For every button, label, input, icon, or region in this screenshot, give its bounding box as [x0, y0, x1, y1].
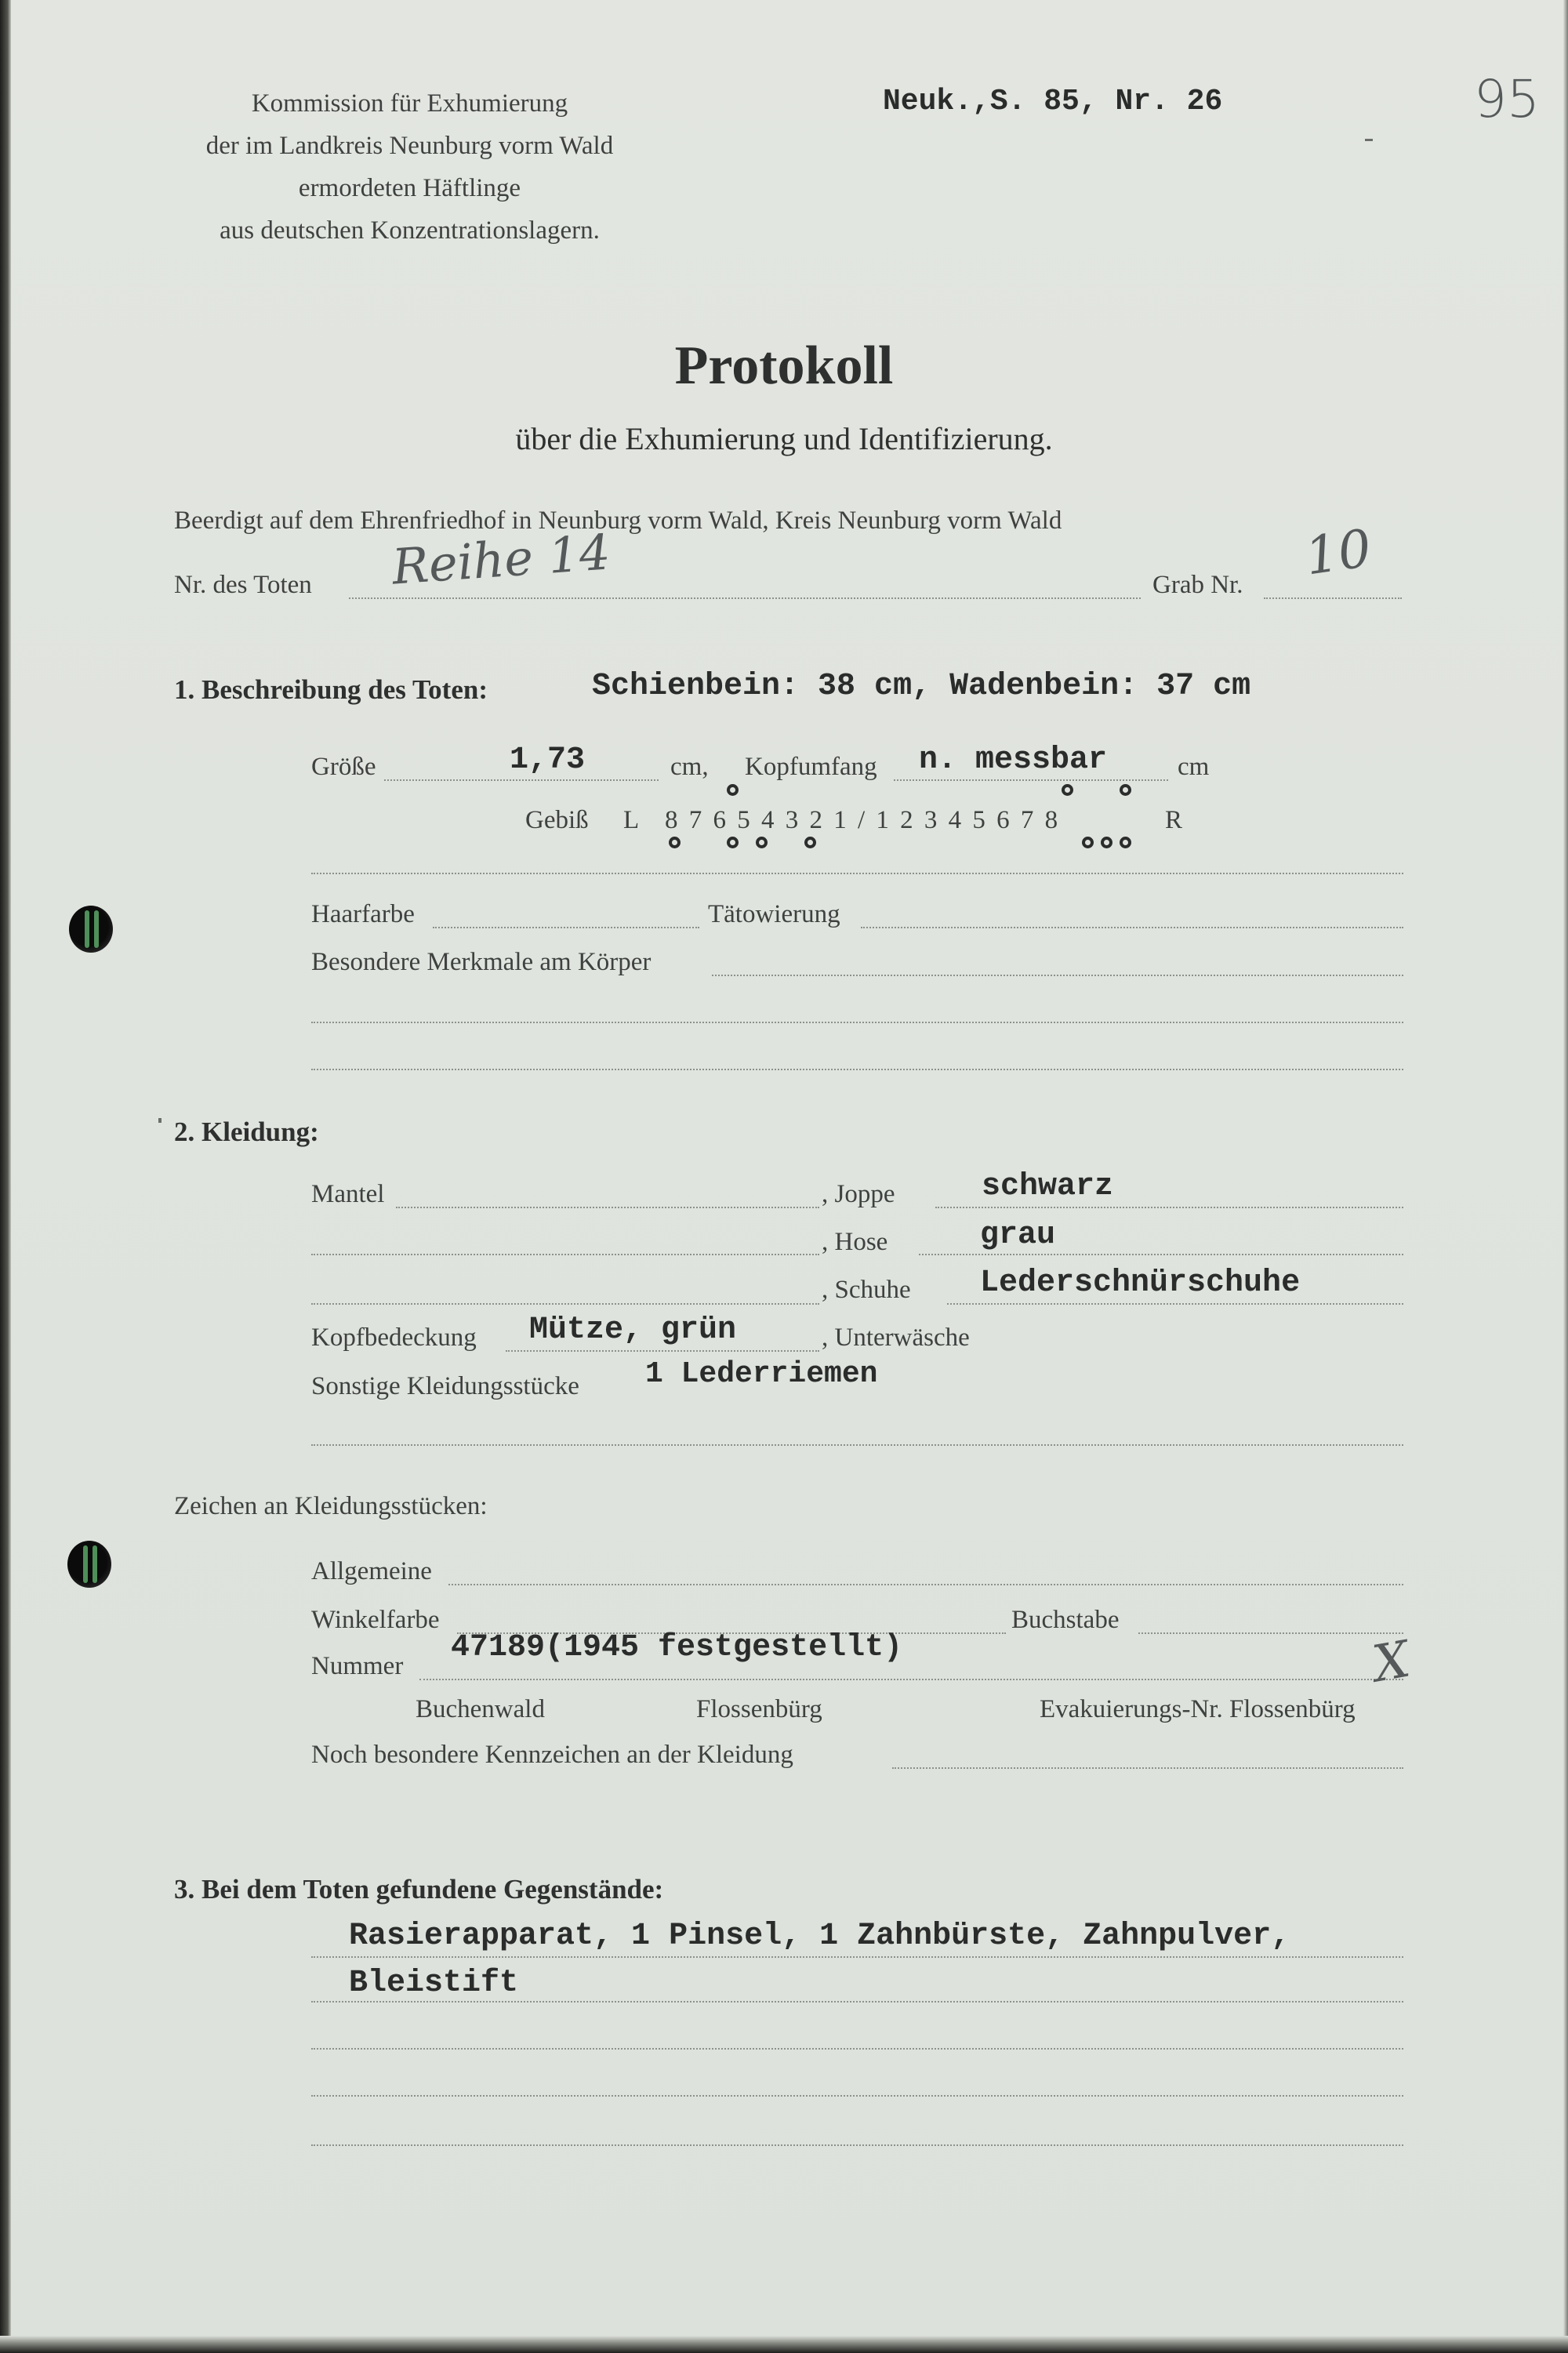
- height-value: 1,73: [510, 743, 586, 778]
- number-value: 47189(1945 festgestellt): [451, 1630, 903, 1665]
- tattoo-label: Tätowierung: [708, 900, 840, 928]
- underwear-label: , Unterwäsche: [822, 1324, 970, 1352]
- coat-label: Mantel: [311, 1180, 385, 1208]
- jacket-line: [935, 1207, 1403, 1208]
- burial-line: Beerdigt auf dem Ehrenfriedhof in Neunburg vorm Wald, Kreis Neunburg vorm Wald: [174, 507, 1062, 535]
- tooth-mark-lower: [756, 837, 768, 848]
- number-label: Nummer: [311, 1652, 404, 1680]
- trousers-label: , Hose: [822, 1228, 888, 1256]
- scan-edge-right: [1563, 0, 1568, 2353]
- teeth-line: [311, 873, 1403, 874]
- found-items-line-1: Rasierapparat, 1 Pinsel, 1 Zahnbürste, Zahnpulver,: [349, 1919, 1290, 1954]
- coat-line: [396, 1207, 819, 1208]
- teeth-label: Gebiß: [525, 806, 589, 834]
- shoes-label: , Schuhe: [822, 1276, 911, 1304]
- teeth-left-marker: L: [623, 806, 640, 834]
- punch-hole: [69, 906, 113, 953]
- scan-dash: [1365, 139, 1373, 141]
- shoes-value: Lederschnürschuhe: [980, 1265, 1301, 1301]
- hair-color-line: [433, 927, 699, 928]
- headwear-line: [506, 1350, 819, 1352]
- found-items-rule-4: [311, 2095, 1403, 2097]
- grave-number-line: [1264, 597, 1402, 599]
- found-items-rule-2: [311, 2001, 1403, 2003]
- commission-line-4: aus deutschen Konzentrationslagern.: [220, 216, 600, 245]
- tooth-mark-upper: [1120, 784, 1131, 796]
- height-label: Größe: [311, 753, 376, 781]
- tattoo-line: [861, 927, 1403, 928]
- evacuation-number-label: Evakuierungs-Nr. Flossenbürg: [1040, 1695, 1356, 1723]
- page-subtitle: über die Exhumierung und Identifizierung.: [515, 421, 1053, 456]
- grave-number-value: 10: [1301, 517, 1375, 587]
- tooth-mark-upper: [1062, 784, 1073, 796]
- flossenburg-label: Flossenbürg: [696, 1695, 822, 1723]
- tooth-mark-lower: [1082, 837, 1094, 848]
- commission-line-2: der im Landkreis Neunburg vorm Wald: [205, 132, 614, 160]
- letter-label: Buchstabe: [1011, 1606, 1120, 1634]
- scan-edge-bottom: [0, 2336, 1568, 2353]
- special-marks-label: Noch besondere Kennzeichen an der Kleidung: [311, 1741, 793, 1769]
- bone-measurements: Schienbein: 38 cm, Wadenbein: 37 cm: [592, 669, 1251, 704]
- dead-number-value: Reihe 14: [390, 523, 612, 596]
- page-title: Protokoll: [674, 336, 894, 396]
- trousers-line: [919, 1254, 1403, 1255]
- section-2-heading: 2. Kleidung:: [174, 1117, 319, 1147]
- tooth-mark-lower: [669, 837, 681, 848]
- clothing-line: [311, 1303, 819, 1305]
- section-1-heading: 1. Beschreibung des Toten:: [174, 674, 488, 705]
- found-items-rule-5: [311, 2144, 1403, 2146]
- tooth-mark-upper: [727, 784, 739, 796]
- other-clothing-label: Sonstige Kleidungsstücke: [311, 1372, 579, 1400]
- number-line: [419, 1679, 1403, 1680]
- special-marks-line: [892, 1767, 1403, 1769]
- found-items-rule-3: [311, 2048, 1403, 2050]
- commission-line-1: Kommission für Exhumierung: [251, 89, 568, 118]
- dead-number-line: [349, 597, 1141, 599]
- body-marks-line-2: [311, 1022, 1403, 1023]
- jacket-label: , Joppe: [822, 1180, 895, 1208]
- general-label: Allgemeine: [311, 1557, 432, 1585]
- height-line: [384, 779, 659, 781]
- jacket-value: schwarz: [982, 1169, 1114, 1204]
- commission-line-3: ermordeten Häftlinge: [298, 174, 521, 202]
- teeth-numbers: 8 7 6 5 4 3 2 1 / 1 2 3 4 5 6 7 8: [665, 806, 1061, 834]
- cm-unit-1: cm,: [670, 753, 709, 781]
- tooth-mark-lower: [804, 837, 816, 848]
- grave-number-label: Grab Nr.: [1152, 571, 1243, 599]
- page-number: 95: [1474, 69, 1540, 129]
- dead-number-label: Nr. des Toten: [174, 571, 312, 599]
- buchenwald-label: Buchenwald: [416, 1695, 545, 1723]
- headwear-value: Mütze, grün: [529, 1313, 737, 1348]
- hair-color-label: Haarfarbe: [311, 900, 415, 928]
- tooth-mark-lower: [1101, 837, 1112, 848]
- head-circumference-line: [894, 779, 1168, 781]
- scan-speck: [158, 1118, 162, 1123]
- head-circumference-value: n. messbar: [919, 743, 1108, 778]
- clothing-line: [311, 1254, 819, 1255]
- reference-number: Neuk.,S. 85, Nr. 26: [883, 85, 1223, 118]
- scan-edge-left: [0, 0, 11, 2353]
- body-marks-line-3: [311, 1069, 1403, 1070]
- markings-heading: Zeichen an Kleidungsstücken:: [174, 1492, 488, 1520]
- teeth-right-marker: R: [1165, 806, 1183, 834]
- found-items-rule-1: [311, 1956, 1403, 1958]
- body-marks-label: Besondere Merkmale am Körper: [311, 948, 652, 976]
- headwear-label: Kopfbedeckung: [311, 1324, 477, 1352]
- cross-mark: X: [1368, 1630, 1414, 1694]
- trousers-value: grau: [980, 1218, 1056, 1253]
- other-clothing-line: [311, 1444, 1403, 1446]
- general-line: [448, 1584, 1403, 1585]
- head-circumference-label: Kopfumfang: [745, 753, 877, 781]
- found-items-line-2: Bleistift: [349, 1966, 519, 2001]
- tooth-mark-lower: [727, 837, 739, 848]
- punch-hole: [67, 1541, 111, 1588]
- shoes-line: [947, 1303, 1403, 1305]
- winkel-color-label: Winkelfarbe: [311, 1606, 440, 1634]
- body-marks-line: [712, 975, 1403, 976]
- cm-unit-2: cm: [1178, 753, 1210, 781]
- letter-line: [1138, 1632, 1403, 1634]
- tooth-mark-lower: [1120, 837, 1131, 848]
- other-clothing-value: 1 Lederriemen: [645, 1357, 878, 1391]
- section-3-heading: 3. Bei dem Toten gefundene Gegenstände:: [174, 1874, 664, 1905]
